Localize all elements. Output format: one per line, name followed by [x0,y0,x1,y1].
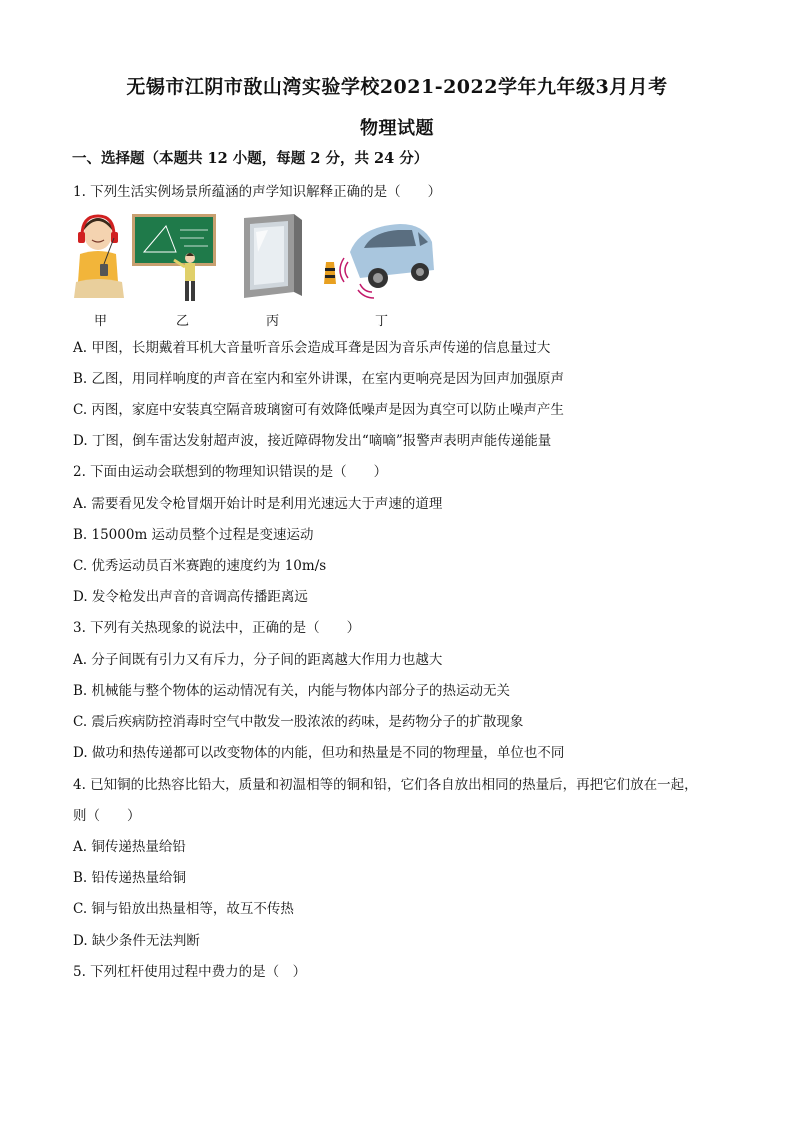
q2-option-c: C. 优秀运动员百米赛跑的速度约为 10m/s [73,558,327,574]
q1-figure-row [70,212,450,332]
q3-option-c: C. 震后疾病防控消毒时空气中散发一股浓浓的药味，是药物分子的扩散现象 [73,714,524,730]
q3-stem: 3. 下列有关热现象的说法中，正确的是（ ） [73,620,361,636]
caption-jia: 甲 [94,314,108,329]
q4-stem-line2: 则（ ） [73,808,141,824]
q4-option-c: C. 铜与铅放出热量相等，故互不传热 [73,901,294,917]
caption-ding: 丁 [375,314,389,329]
q3-option-b: B. 机械能与整个物体的运动情况有关，内能与物体内部分子的热运动无关 [73,683,511,699]
q2-option-b: B. 15000m 运动员整个过程是变速运动 [73,527,314,543]
caption-yi: 乙 [176,314,190,329]
teacher-blackboard-image [130,212,220,304]
boy-headphones-image [70,212,128,302]
section-heading: 一、选择题（本题共 12 小题，每题 2 分，共 24 分） [72,150,429,167]
q4-option-d: D. 缺少条件无法判断 [73,933,200,949]
q1-option-d: D. 丁图，倒车雷达发射超声波，接近障碍物发出“嘀嘀”报警声表明声能传递能量 [73,433,552,449]
caption-bing: 丙 [266,314,280,329]
q4-option-a: A. 铜传递热量给铅 [73,839,186,855]
q2-option-a: A. 需要看见发令枪冒烟开始计时是利用光速远大于声速的道理 [73,496,443,512]
page-title: 无锡市江阴市敔山湾实验学校2021-2022学年九年级3月月考 [126,76,668,98]
q4-stem-line1: 4. 已知铜的比热容比铅大，质量和初温相等的铜和铅，它们各自放出相同的热量后，再把它们放在一起， [73,777,698,793]
q1-stem: 1. 下列生活实例场景所蕴涵的声学知识解释正确的是（ ） [73,184,442,200]
vacuum-glass-window-image [238,212,304,302]
q3-option-a: A. 分子间既有引力又有斥力，分子间的距离越大作用力也越大 [73,652,443,668]
q1-option-a: A. 甲图，长期戴着耳机大音量听音乐会造成耳聋是因为音乐声传递的信息量过大 [73,340,551,356]
q1-option-c: C. 丙图，家庭中安装真空隔音玻璃窗可有效降低噪声是因为真空可以防止噪声产生 [73,402,564,418]
q3-option-d: D. 做功和热传递都可以改变物体的内能，但功和热量是不同的物理量，单位也不同 [73,745,565,761]
q1-option-b: B. 乙图，用同样响度的声音在室内和室外讲课，在室内更响亮是因为回声加强原声 [73,371,565,387]
q5-stem: 5. 下列杠杆使用过程中费力的是（ ） [73,964,307,980]
q2-option-d: D. 发令枪发出声音的音调高传播距离远 [73,589,308,605]
q2-stem: 2. 下面由运动会联想到的物理知识错误的是（ ） [73,464,388,480]
q4-option-b: B. 铅传递热量给铜 [73,870,187,886]
page-subtitle: 物理试题 [360,118,434,139]
car-reversing-radar-image [320,212,438,304]
